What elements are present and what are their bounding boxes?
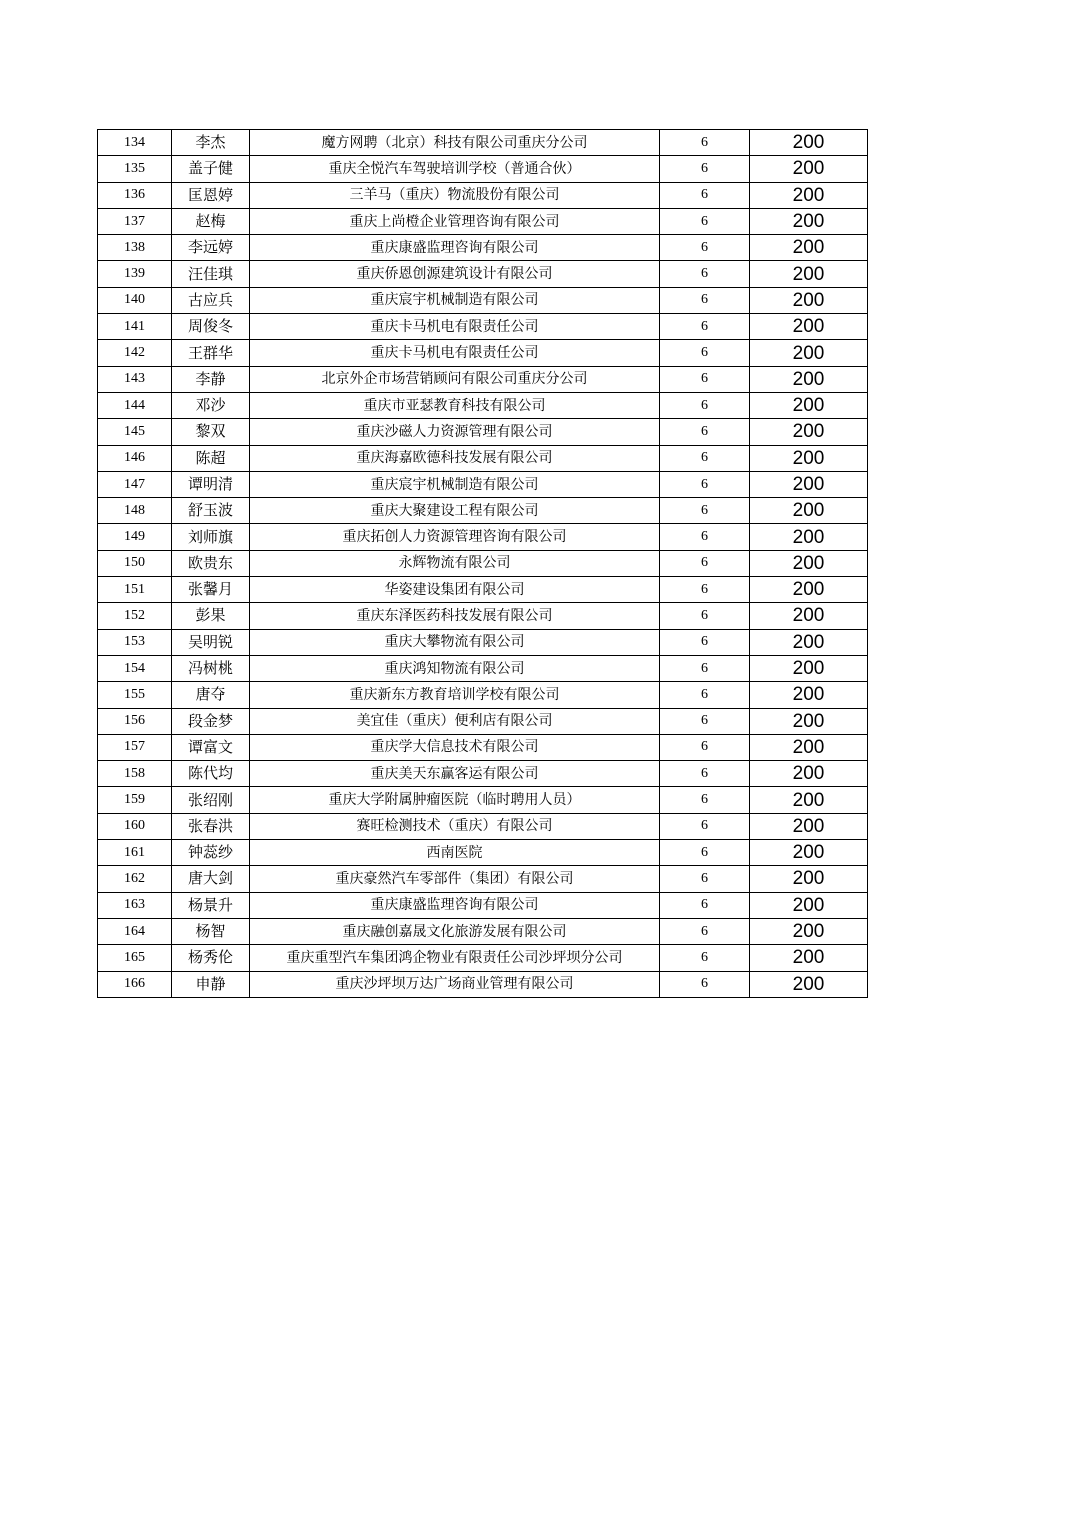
table-row xyxy=(98,761,868,787)
table-row xyxy=(98,314,868,340)
months-cell: 6 xyxy=(660,866,750,892)
row-number-cell: 155 xyxy=(98,682,172,708)
months-cell: 6 xyxy=(660,813,750,839)
row-number-cell: 160 xyxy=(98,813,172,839)
person-name-cell: 张馨月 xyxy=(172,577,250,603)
months-cell: 6 xyxy=(660,208,750,234)
row-number-cell: 156 xyxy=(98,708,172,734)
person-name-cell: 匡恩婷 xyxy=(172,182,250,208)
table-row xyxy=(98,892,868,918)
amount-cell: 200 xyxy=(750,761,868,787)
amount-cell: 200 xyxy=(750,734,868,760)
table-row xyxy=(98,130,868,156)
table-row xyxy=(98,655,868,681)
amount-cell: 200 xyxy=(750,392,868,418)
row-number-cell: 145 xyxy=(98,419,172,445)
row-number-cell: 144 xyxy=(98,392,172,418)
amount-cell: 200 xyxy=(750,918,868,944)
months-cell: 6 xyxy=(660,550,750,576)
table-row xyxy=(98,866,868,892)
amount-cell: 200 xyxy=(750,471,868,497)
months-cell: 6 xyxy=(660,524,750,550)
person-name-cell: 谭明清 xyxy=(172,471,250,497)
months-cell: 6 xyxy=(660,682,750,708)
person-name-cell: 吴明锐 xyxy=(172,629,250,655)
row-number-cell: 139 xyxy=(98,261,172,287)
row-number-cell: 135 xyxy=(98,156,172,182)
table-row xyxy=(98,734,868,760)
table-row xyxy=(98,945,868,971)
person-name-cell: 谭富文 xyxy=(172,734,250,760)
table-row xyxy=(98,287,868,313)
company-name-cell: 重庆侨恩创源建筑设计有限公司 xyxy=(250,261,660,287)
months-cell: 6 xyxy=(660,892,750,918)
row-number-cell: 161 xyxy=(98,840,172,866)
company-name-cell: 重庆沙坪坝万达广场商业管理有限公司 xyxy=(250,971,660,997)
row-number-cell: 142 xyxy=(98,340,172,366)
company-name-cell: 重庆上尚橙企业管理咨询有限公司 xyxy=(250,208,660,234)
row-number-cell: 148 xyxy=(98,498,172,524)
row-number-cell: 150 xyxy=(98,550,172,576)
person-name-cell: 欧贵东 xyxy=(172,550,250,576)
amount-cell: 200 xyxy=(750,182,868,208)
months-cell: 6 xyxy=(660,419,750,445)
months-cell: 6 xyxy=(660,471,750,497)
amount-cell: 200 xyxy=(750,340,868,366)
company-name-cell: 永辉物流有限公司 xyxy=(250,550,660,576)
table-row xyxy=(98,445,868,471)
months-cell: 6 xyxy=(660,498,750,524)
amount-cell: 200 xyxy=(750,577,868,603)
amount-cell: 200 xyxy=(750,603,868,629)
row-number-cell: 158 xyxy=(98,761,172,787)
company-name-cell: 重庆大学附属肿瘤医院（临时聘用人员） xyxy=(250,787,660,813)
row-number-cell: 151 xyxy=(98,577,172,603)
person-name-cell: 王群华 xyxy=(172,340,250,366)
amount-cell: 200 xyxy=(750,445,868,471)
row-number-cell: 165 xyxy=(98,945,172,971)
months-cell: 6 xyxy=(660,130,750,156)
months-cell: 6 xyxy=(660,708,750,734)
months-cell: 6 xyxy=(660,287,750,313)
table-body xyxy=(98,130,868,998)
row-number-cell: 136 xyxy=(98,182,172,208)
person-name-cell: 张春洪 xyxy=(172,813,250,839)
company-name-cell: 重庆沙磁人力资源管理有限公司 xyxy=(250,419,660,445)
months-cell: 6 xyxy=(660,787,750,813)
company-name-cell: 魔方网聘（北京）科技有限公司重庆分公司 xyxy=(250,130,660,156)
amount-cell: 200 xyxy=(750,524,868,550)
row-number-cell: 141 xyxy=(98,314,172,340)
company-name-cell: 重庆东泽医药科技发展有限公司 xyxy=(250,603,660,629)
amount-cell: 200 xyxy=(750,366,868,392)
amount-cell: 200 xyxy=(750,314,868,340)
person-name-cell: 唐大剑 xyxy=(172,866,250,892)
amount-cell: 200 xyxy=(750,156,868,182)
months-cell: 6 xyxy=(660,314,750,340)
row-number-cell: 152 xyxy=(98,603,172,629)
person-name-cell: 黎双 xyxy=(172,419,250,445)
person-name-cell: 钟蕊纱 xyxy=(172,840,250,866)
months-cell: 6 xyxy=(660,340,750,366)
company-name-cell: 美宜佳（重庆）便利店有限公司 xyxy=(250,708,660,734)
amount-cell: 200 xyxy=(750,261,868,287)
company-name-cell: 重庆海嘉欧德科技发展有限公司 xyxy=(250,445,660,471)
person-name-cell: 彭果 xyxy=(172,603,250,629)
person-name-cell: 杨秀伦 xyxy=(172,945,250,971)
row-number-cell: 163 xyxy=(98,892,172,918)
table-row xyxy=(98,682,868,708)
company-name-cell: 重庆美天东赢客运有限公司 xyxy=(250,761,660,787)
amount-cell: 200 xyxy=(750,130,868,156)
person-name-cell: 古应兵 xyxy=(172,287,250,313)
person-name-cell: 陈代均 xyxy=(172,761,250,787)
table-row xyxy=(98,156,868,182)
months-cell: 6 xyxy=(660,761,750,787)
amount-cell: 200 xyxy=(750,813,868,839)
company-name-cell: 重庆市亚瑟教育科技有限公司 xyxy=(250,392,660,418)
row-number-cell: 149 xyxy=(98,524,172,550)
row-number-cell: 166 xyxy=(98,971,172,997)
person-name-cell: 唐夺 xyxy=(172,682,250,708)
table-row xyxy=(98,629,868,655)
amount-cell: 200 xyxy=(750,866,868,892)
person-name-cell: 周俊冬 xyxy=(172,314,250,340)
months-cell: 6 xyxy=(660,655,750,681)
company-name-cell: 重庆宸宇机械制造有限公司 xyxy=(250,471,660,497)
company-name-cell: 重庆重型汽车集团鸿企物业有限责任公司沙坪坝分公司 xyxy=(250,945,660,971)
months-cell: 6 xyxy=(660,156,750,182)
table-row xyxy=(98,340,868,366)
months-cell: 6 xyxy=(660,182,750,208)
table-row xyxy=(98,840,868,866)
person-name-cell: 赵梅 xyxy=(172,208,250,234)
person-name-cell: 杨景升 xyxy=(172,892,250,918)
person-name-cell: 李杰 xyxy=(172,130,250,156)
row-number-cell: 134 xyxy=(98,130,172,156)
person-name-cell: 李远婷 xyxy=(172,235,250,261)
amount-cell: 200 xyxy=(750,498,868,524)
row-number-cell: 157 xyxy=(98,734,172,760)
table-row xyxy=(98,813,868,839)
months-cell: 6 xyxy=(660,366,750,392)
amount-cell: 200 xyxy=(750,419,868,445)
months-cell: 6 xyxy=(660,392,750,418)
company-name-cell: 重庆卡马机电有限责任公司 xyxy=(250,314,660,340)
amount-cell: 200 xyxy=(750,287,868,313)
table-row xyxy=(98,392,868,418)
months-cell: 6 xyxy=(660,603,750,629)
months-cell: 6 xyxy=(660,235,750,261)
row-number-cell: 147 xyxy=(98,471,172,497)
amount-cell: 200 xyxy=(750,682,868,708)
amount-cell: 200 xyxy=(750,208,868,234)
table-row xyxy=(98,603,868,629)
table-row xyxy=(98,524,868,550)
months-cell: 6 xyxy=(660,918,750,944)
person-name-cell: 陈超 xyxy=(172,445,250,471)
company-name-cell: 重庆康盛监理咨询有限公司 xyxy=(250,892,660,918)
amount-cell: 200 xyxy=(750,892,868,918)
person-name-cell: 邓沙 xyxy=(172,392,250,418)
table-row xyxy=(98,918,868,944)
company-name-cell: 重庆融创嘉晟文化旅游发展有限公司 xyxy=(250,918,660,944)
months-cell: 6 xyxy=(660,577,750,603)
company-name-cell: 重庆全悦汽车驾驶培训学校（普通合伙） xyxy=(250,156,660,182)
months-cell: 6 xyxy=(660,261,750,287)
company-name-cell: 重庆康盛监理咨询有限公司 xyxy=(250,235,660,261)
data-table xyxy=(97,129,868,998)
months-cell: 6 xyxy=(660,445,750,471)
company-name-cell: 重庆卡马机电有限责任公司 xyxy=(250,340,660,366)
row-number-cell: 138 xyxy=(98,235,172,261)
table-row xyxy=(98,498,868,524)
company-name-cell: 北京外企市场营销顾问有限公司重庆分公司 xyxy=(250,366,660,392)
person-name-cell: 冯树桃 xyxy=(172,655,250,681)
person-name-cell: 段金梦 xyxy=(172,708,250,734)
company-name-cell: 重庆学大信息技术有限公司 xyxy=(250,734,660,760)
company-name-cell: 重庆拓创人力资源管理咨询有限公司 xyxy=(250,524,660,550)
person-name-cell: 舒玉波 xyxy=(172,498,250,524)
amount-cell: 200 xyxy=(750,708,868,734)
row-number-cell: 137 xyxy=(98,208,172,234)
amount-cell: 200 xyxy=(750,945,868,971)
row-number-cell: 159 xyxy=(98,787,172,813)
table-row xyxy=(98,419,868,445)
person-name-cell: 刘师旗 xyxy=(172,524,250,550)
amount-cell: 200 xyxy=(750,840,868,866)
company-name-cell: 重庆宸宇机械制造有限公司 xyxy=(250,287,660,313)
table-row xyxy=(98,550,868,576)
table-row xyxy=(98,235,868,261)
company-name-cell: 重庆大聚建设工程有限公司 xyxy=(250,498,660,524)
person-name-cell: 张绍刚 xyxy=(172,787,250,813)
months-cell: 6 xyxy=(660,971,750,997)
row-number-cell: 154 xyxy=(98,655,172,681)
amount-cell: 200 xyxy=(750,655,868,681)
company-name-cell: 华姿建设集团有限公司 xyxy=(250,577,660,603)
company-name-cell: 重庆大攀物流有限公司 xyxy=(250,629,660,655)
table-row xyxy=(98,182,868,208)
table-row xyxy=(98,261,868,287)
row-number-cell: 164 xyxy=(98,918,172,944)
row-number-cell: 162 xyxy=(98,866,172,892)
table-row xyxy=(98,208,868,234)
amount-cell: 200 xyxy=(750,971,868,997)
row-number-cell: 143 xyxy=(98,366,172,392)
company-name-cell: 三羊马（重庆）物流股份有限公司 xyxy=(250,182,660,208)
row-number-cell: 153 xyxy=(98,629,172,655)
table-row xyxy=(98,577,868,603)
person-name-cell: 汪佳琪 xyxy=(172,261,250,287)
table-row xyxy=(98,366,868,392)
months-cell: 6 xyxy=(660,945,750,971)
person-name-cell: 杨智 xyxy=(172,918,250,944)
company-name-cell: 重庆新东方教育培训学校有限公司 xyxy=(250,682,660,708)
row-number-cell: 146 xyxy=(98,445,172,471)
amount-cell: 200 xyxy=(750,550,868,576)
person-name-cell: 申静 xyxy=(172,971,250,997)
months-cell: 6 xyxy=(660,734,750,760)
amount-cell: 200 xyxy=(750,787,868,813)
row-number-cell: 140 xyxy=(98,287,172,313)
table-row xyxy=(98,971,868,997)
amount-cell: 200 xyxy=(750,629,868,655)
amount-cell: 200 xyxy=(750,235,868,261)
company-name-cell: 重庆鸿知物流有限公司 xyxy=(250,655,660,681)
company-name-cell: 重庆豪然汽车零部件（集团）有限公司 xyxy=(250,866,660,892)
person-name-cell: 李静 xyxy=(172,366,250,392)
table-row xyxy=(98,708,868,734)
table-row xyxy=(98,787,868,813)
months-cell: 6 xyxy=(660,840,750,866)
table-row xyxy=(98,471,868,497)
person-name-cell: 盖子健 xyxy=(172,156,250,182)
months-cell: 6 xyxy=(660,629,750,655)
company-name-cell: 西南医院 xyxy=(250,840,660,866)
company-name-cell: 赛旺检测技术（重庆）有限公司 xyxy=(250,813,660,839)
